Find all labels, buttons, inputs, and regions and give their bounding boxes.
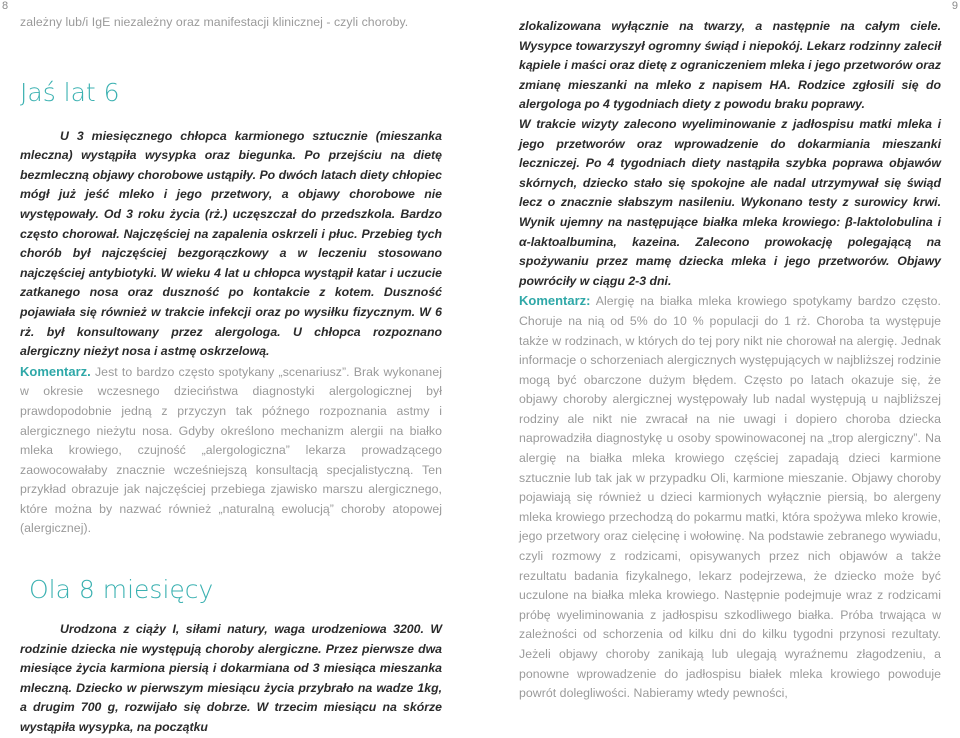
- case-paragraph-ola: Urodzona z ciąży I, siłami natury, waga urodzeniowa 3200. W rodzinie dziecka nie występują choroby alergiczne. Przez pierwsze dwa miesiące życia karmiona piersią i dokarmiana od 3 miesiąca mieszanka mleczną. Dziecko w pierwszym miesiącu życia przybrało na wadze 1kg, a drugim 700 g, rozwijało się dobrze. W trzecim miesiącu na skórze wystąpiła wysypka, na początku: [20, 622, 442, 735]
- heading-jas: Jaś lat 6: [20, 77, 120, 107]
- komentarz-label-right: Komentarz:: [519, 293, 591, 309]
- right-page-column: [519, 0, 941, 701]
- komentarz-paragraph-right: [519, 291, 941, 703]
- case-paragraph-ola-visit: W trakcie wizyty zalecono wyeliminowanie z jadłospisu matki mleka i jego przetworów oraz wprowadzenie do dokarmiania mieszanki leczniczej. Po 4 tygodniach diety nastąpiła szybka poprawa objawów skórnych, dziecko stało się spokojne ale nadal utrzymywał się świąd lecz o znacznie słabszym nasileniu. Wykonano testy z surowicy krwi. Wynik ujemny na następujące białka mleka krowiego: β-laktolobulina i α-laktoalbumina, kazeina. Zalecono prowokację polegającą na spożywaniu przez mamę dziecka mleka i jego przetworów. Objawy powróciły w ciągu 2-3 dni.: [519, 116, 941, 288]
- komentarz-text-left: Jest to bardzo często spotykany „scenariusz”. Brak wykonanej w okresie wczesnego dzieciństwa diagnostyki alergologicznej był prawdopodobnie jedną z przyczyn tak późnego rozpoznania astmy i alergicznego nieżytu nosa. Gdyby określono mechanizm alergii na białko mleka krowiego, czujność „alergologiczna” lekarza prowadzącego zaowocowałaby znacznie wcześniejszą konsultacją specjalistyczną. Ten przykład obrazuje jak najczęściej przebiega zjawisko marszu alergicznego, które można by nazwać również „naturalną ewolucją” choroby atopowej (alergicznej).: [20, 364, 442, 536]
- komentarz-text-right: Alergię na białka mleka krowiego spotykamy bardzo często. Choruje na nią od 5% do 10 % populacji do 1 rż. Choroba ta występuje także w rodzinach, w których do tej pory nikt nie chorował na alergię. Jednak informacje o schorzeniach alergicznych występujących w najbliższej rodzinie mogą być obarczone dużym błędem. Często po latach okazuje się, że objawy choroby alergicznej występowały lub nadal występują u najbliższej rodziny ale nikt nie zwracał na nie uwagi i dopiero choroba dziecka naprowadziła diagnostykę u osoby spowinowaconej na „trop alergiczny”. Na alergię na białka mleka krowiego częściej zapadają dzieci karmione sztucznie lub tak jak w przypadku Oli, karmione mieszanie. Objawy choroby pojawiają się również u dzieci karmionych wyłącznie piersią, bo alergeny mleka krowiego przechodzą do pokarmu matki, która spożywa mleko krowie, jego przetwory oraz cielęcinę i wołowinę. Na podstawie zebranego wywiadu, czyli rozmowy z rodzicami, opisywanych przez nich objawów a także rezultatu badania fizykalnego, lekarz podejrzewa, że dziecko może być uczulone na białka mleka krowiego. Następnie podejmuje wraz z rodzicami próbę wyeliminowania z jadłospisu szkodliwego białka. Próba trwająca w zależności od schorzenia od kilku dni do kilku tygodni przynosi rezultaty. Jeżeli objawy choroby zanikają lub ulegają wyraźnemu złagodzeniu, a ponowne wprowadzenie do jadłospisu białek mleka krowiego powoduje powrót dolegliwości. Nabieramy wtedy pewności,: [519, 294, 941, 701]
- left-page-column: [20, 0, 442, 735]
- intro-line: zależny lub/i IgE niezależny oraz manifestacji klinicznej - czyli choroby.: [20, 15, 409, 29]
- heading-ola: Ola 8 miesięcy: [29, 575, 214, 605]
- case-paragraph-jas: U 3 miesięcznego chłopca karmionego sztucznie (mieszanka mleczna) wystąpiła wysypka oraz biegunka. Po przejściu na dietę bezmleczną objawy chorobowe ustąpiły. Po dwóch latach diety chłopiec mógł już jeść mleko i jego przetwory, a objawy chorobowe nie występowały. Od 3 roku życia (rż.) uczęszczał do przedszkola. Bardzo często chorował. Najczęściej na zapalenia oskrzeli i płuc. Przebieg tych chorób był najczęściej bezgorączkowy a w leczeniu stosowano najczęściej antybiotyki. W wieku 4 lat u chłopca wystąpił katar i uczucie zatkanego nosa oraz duszność po kontakcie z kotem. Duszność pojawiała się również w trakcie infekcji oraz po wysiłku fizycznym. W 6 rż. był konsultowany przez alergologa. U chłopca rozpoznano alergiczny nieżyt nosa i astmę oskrzelową.: [20, 128, 442, 359]
- komentarz-paragraph-left: [20, 362, 442, 539]
- case-paragraph-ola-cont: zlokalizowana wyłącznie na twarzy, a następnie na całym ciele. Wysypce towarzyszył ogromny świąd i niepokój. Lekarz rodzinny zalecił kąpiele i maści oraz dietę z ograniczeniem mleka i jego przetworów oraz zmianę mieszanki na mleko z napisem HA. Rodzice zgłosili się do alergologa po 4 tygodniach diety z powodu braku poprawy.: [519, 19, 941, 112]
- page-number-right: 9: [951, 0, 958, 12]
- komentarz-label-left: Komentarz.: [20, 363, 91, 379]
- page-number-left: 8: [2, 0, 9, 12]
